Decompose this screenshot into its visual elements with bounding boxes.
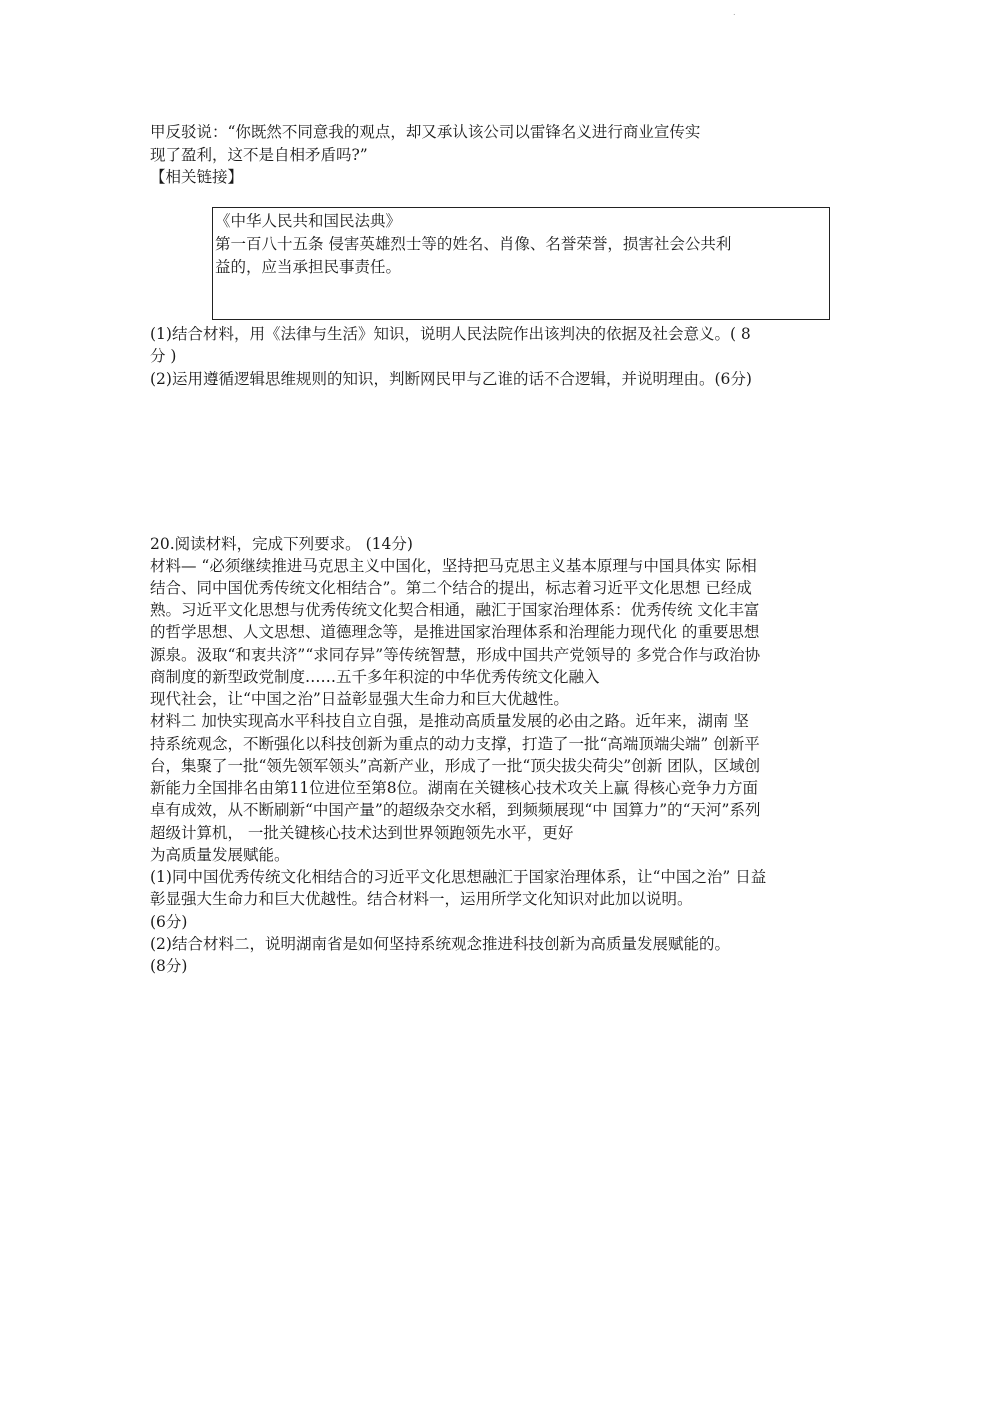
q20-material-line: 卓有成效，从不断刷新“中国产量”的超级杂交水稻，到频频展现“中 国算力”的“天河”系列 <box>150 801 761 819</box>
q20-material-line: 现代社会，让“中国之治”日益彰显强大生命力和巨大优越性。 <box>150 690 569 708</box>
q20-material-line: 材料— “必须继续推进马克思主义中国化，坚持把马克思主义基本原理与中国具体实 际相 <box>150 557 757 575</box>
related-link-box <box>212 207 830 320</box>
q20-material-line: 商制度的新型政党制度……五千多年积淀的中华优秀传统文化融入 <box>150 668 600 686</box>
q20-question-line: (6分) <box>150 913 188 931</box>
civil-code-title: 《中华人民共和国民法典》 <box>215 212 402 230</box>
q20-material-line: 源泉。汲取“和衷共济”“求同存异”等传统智慧，形成中国共产党领导的 多党合作与政治协 <box>150 646 761 664</box>
q19-question-2: (2)运用遵循逻辑思维规则的知识，判断网民甲与乙谁的话不合逻辑，并说明理由。(6分) <box>150 370 752 388</box>
q20-material-line: 的哲学思想、人文思想、道德理念等，是推进国家治理体系和治理能力现代化 的重要思想 <box>150 623 760 641</box>
civil-code-article-line-1: 第一百八十五条 侵害英雄烈士等的姓名、肖像、名誉荣誉，损害社会公共利 <box>215 235 732 253</box>
rebuttal-line-2: 现了盈利，这不是自相矛盾吗?” <box>150 146 368 164</box>
q20-material-line: 为高质量发展赋能。 <box>150 846 290 864</box>
q20-material-line: 熟。习近平文化思想与优秀传统文化契合相通，融汇于国家治理体系：优秀传统 文化丰富 <box>150 601 760 619</box>
related-link-heading: 【相关链接】 <box>150 168 244 186</box>
q20-question-line: (2)结合材料二，说明湖南省是如何坚持系统观念推进科技创新为高质量发展赋能的。 <box>150 935 730 953</box>
q20-material-line: 新能力全国排名由第11位进位至第8位。湖南在关键核心技术攻关上赢 得核心竞争力方面 <box>150 779 759 797</box>
header-mark: . <box>733 8 736 17</box>
q20-material-line: 材料二 加快实现高水平科技自立自强，是推动高质量发展的必由之路。近年来，湖南 坚 <box>150 712 749 730</box>
q20-material-line: 持系统观念，不断强化以科技创新为重点的动力支撑，打造了一批“高端顶端尖端” 创新平 <box>150 735 760 753</box>
q20-question-line: (1)同中国优秀传统文化相结合的习近平文化思想融汇于国家治理体系，让“中国之治” 日益 <box>150 868 767 886</box>
q20-material-line: 台，集聚了一批“领先领军领头”高新产业，形成了一批“顶尖拔尖荷尖”创新 团队，区域创 <box>150 757 761 775</box>
civil-code-article-line-2: 益的，应当承担民事责任。 <box>215 258 402 276</box>
q20-material-line: 超级计算机， 一批关键核心技术达到世界领跑领先水平，更好 <box>150 824 574 842</box>
q19-question-1-line-2: 分 ) <box>150 347 177 365</box>
q19-question-1-line-1: (1)结合材料，用《法律与生活》知识，说明人民法院作出该判决的依据及社会意义。( 8 <box>150 325 751 343</box>
q20-question-line: 彰显强大生命力和巨大优越性。结合材料一，运用所学文化知识对此加以说明。 <box>150 890 693 908</box>
q20-question-line: (8分) <box>150 957 188 975</box>
q20-material-line: 结合、同中国优秀传统文化相结合”。第二个结合的提出，标志着习近平文化思想 已经成 <box>150 579 752 597</box>
q20-heading: 20.阅读材料，完成下列要求。 (14分) <box>150 535 413 553</box>
rebuttal-line-1: 甲反驳说：“你既然不同意我的观点，却又承认该公司以雷锋名义进行商业宣传实 <box>150 123 701 141</box>
